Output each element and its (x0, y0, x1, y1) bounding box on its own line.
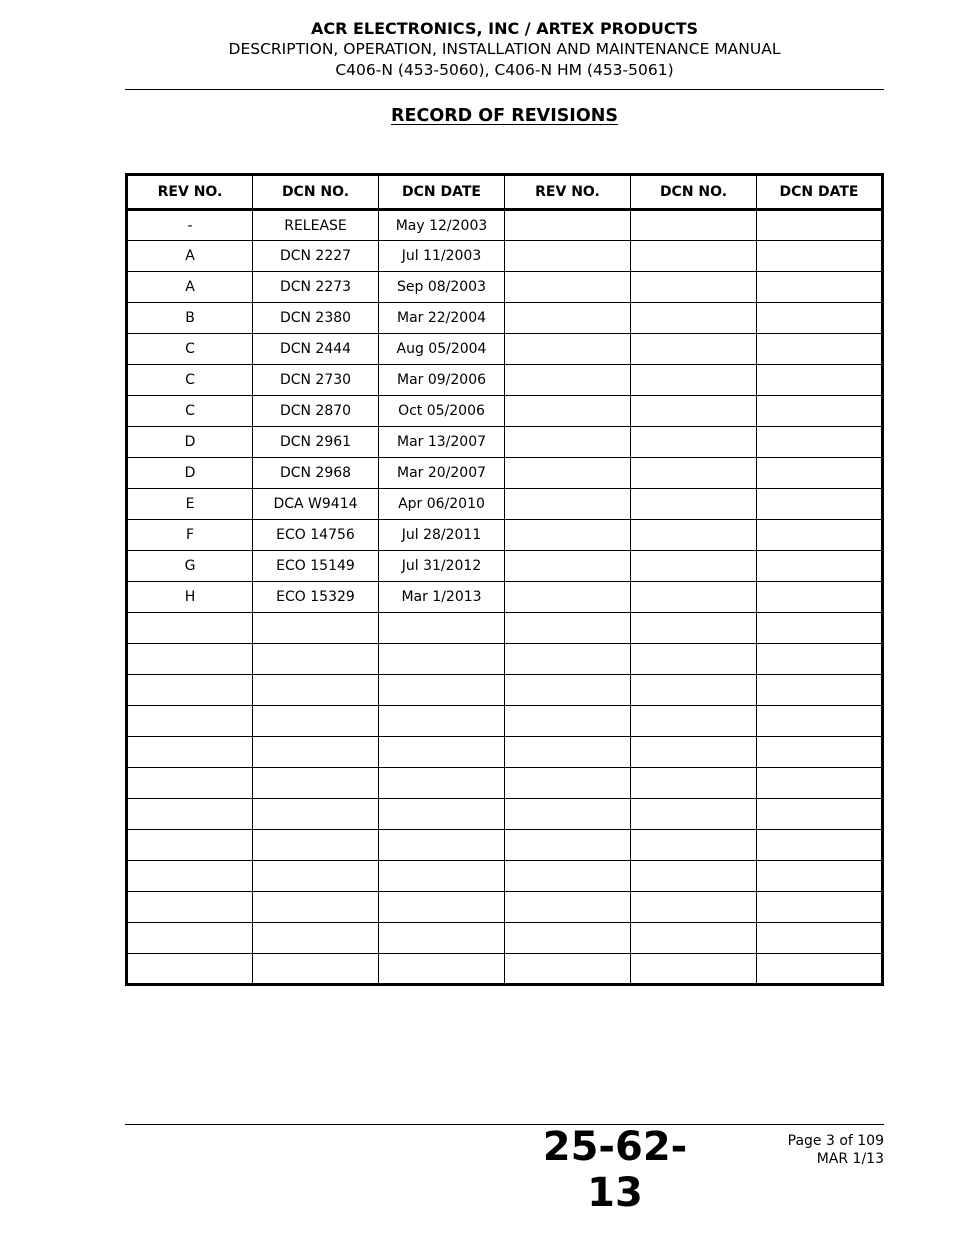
table-cell: D (127, 458, 253, 489)
table-cell (127, 923, 253, 954)
table-cell: Mar 09/2006 (379, 365, 505, 396)
table-cell (757, 520, 883, 551)
table-cell: C (127, 334, 253, 365)
header-divider (125, 89, 884, 90)
table-cell (505, 241, 631, 272)
table-cell: ECO 15329 (253, 582, 379, 613)
table-cell (379, 923, 505, 954)
table-cell: DCN 2227 (253, 241, 379, 272)
table-cell: DCN 2961 (253, 427, 379, 458)
table-cell (757, 737, 883, 768)
table-cell (631, 830, 757, 861)
table-cell (757, 334, 883, 365)
table-cell: DCN 2444 (253, 334, 379, 365)
table-cell (253, 830, 379, 861)
table-cell: C (127, 396, 253, 427)
table-row (127, 303, 883, 334)
table-cell: ECO 15149 (253, 551, 379, 582)
table-cell (505, 551, 631, 582)
table-cell (505, 396, 631, 427)
table-cell (631, 706, 757, 737)
table-row (127, 489, 883, 520)
table-cell (379, 768, 505, 799)
table-cell (253, 799, 379, 830)
column-header: REV NO. (127, 175, 253, 210)
table-cell (631, 675, 757, 706)
table-row (127, 210, 883, 241)
table-cell (379, 613, 505, 644)
table-cell (631, 892, 757, 923)
table-cell: DCN 2273 (253, 272, 379, 303)
table-cell (379, 644, 505, 675)
table-cell (757, 706, 883, 737)
table-cell (757, 241, 883, 272)
table-cell (127, 954, 253, 985)
table-cell (757, 303, 883, 334)
table-cell (505, 830, 631, 861)
table-body (127, 210, 883, 985)
table-cell (379, 675, 505, 706)
table-cell (127, 706, 253, 737)
table-cell: H (127, 582, 253, 613)
table-cell (631, 923, 757, 954)
table-cell (505, 737, 631, 768)
table-cell (631, 334, 757, 365)
page-number: Page 3 of 109 (787, 1133, 884, 1149)
table-cell (505, 365, 631, 396)
table-cell (379, 954, 505, 985)
table-cell (505, 861, 631, 892)
table-cell (253, 675, 379, 706)
table-cell (127, 861, 253, 892)
column-header: DCN DATE (379, 175, 505, 210)
table-cell (757, 954, 883, 985)
table-cell: DCN 2968 (253, 458, 379, 489)
table-cell (253, 768, 379, 799)
table-cell: - (127, 210, 253, 241)
column-header: REV NO. (505, 175, 631, 210)
document-number: 25-62-13 (542, 1124, 688, 1216)
table-cell: May 12/2003 (379, 210, 505, 241)
table-cell (127, 737, 253, 768)
table-cell (379, 830, 505, 861)
table-cell (631, 861, 757, 892)
page-title: RECORD OF REVISIONS (391, 106, 618, 126)
table-row (127, 272, 883, 303)
table-cell (505, 458, 631, 489)
table-cell: Mar 20/2007 (379, 458, 505, 489)
table-cell (631, 241, 757, 272)
table-row (127, 551, 883, 582)
table-cell (631, 365, 757, 396)
column-header: DCN NO. (631, 175, 757, 210)
table-cell (757, 272, 883, 303)
table-row (127, 582, 883, 613)
table-cell (505, 644, 631, 675)
table-cell: Jul 31/2012 (379, 551, 505, 582)
table-row (127, 644, 883, 675)
table-row (127, 923, 883, 954)
table-cell (757, 861, 883, 892)
table-cell: A (127, 272, 253, 303)
table-row (127, 830, 883, 861)
table-cell: Jul 11/2003 (379, 241, 505, 272)
table-cell (505, 892, 631, 923)
table-cell (757, 396, 883, 427)
table-row (127, 706, 883, 737)
table-cell (631, 210, 757, 241)
table-cell: Apr 06/2010 (379, 489, 505, 520)
page-header (125, 19, 884, 81)
table-row (127, 737, 883, 768)
table-cell (379, 737, 505, 768)
table-cell: DCA W9414 (253, 489, 379, 520)
table-cell (757, 675, 883, 706)
table-cell (631, 303, 757, 334)
table-row (127, 768, 883, 799)
table-row (127, 458, 883, 489)
table-cell (631, 520, 757, 551)
table-cell (253, 861, 379, 892)
table-cell (505, 923, 631, 954)
table-cell (631, 458, 757, 489)
table-row (127, 365, 883, 396)
table-cell: D (127, 427, 253, 458)
table-cell (127, 799, 253, 830)
table-cell (631, 427, 757, 458)
table-cell (379, 892, 505, 923)
table-cell (253, 954, 379, 985)
table-cell: DCN 2380 (253, 303, 379, 334)
table-cell: G (127, 551, 253, 582)
table-cell (757, 830, 883, 861)
table-cell (253, 737, 379, 768)
table-cell (631, 551, 757, 582)
table-cell (631, 489, 757, 520)
table-cell: ECO 14756 (253, 520, 379, 551)
table-cell (505, 520, 631, 551)
table-cell (757, 427, 883, 458)
table-cell (757, 458, 883, 489)
column-header: DCN DATE (757, 175, 883, 210)
table-cell (379, 799, 505, 830)
table-cell (631, 737, 757, 768)
table-cell (757, 644, 883, 675)
company-name: ACR ELECTRONICS, INC / ARTEX PRODUCTS (310, 19, 699, 38)
table-header-row (127, 175, 883, 210)
table-cell (505, 303, 631, 334)
table-row (127, 799, 883, 830)
table-cell (757, 551, 883, 582)
table-cell (757, 799, 883, 830)
table-cell (505, 272, 631, 303)
table-cell: Oct 05/2006 (379, 396, 505, 427)
table-cell (631, 954, 757, 985)
table-row (127, 427, 883, 458)
table-cell (505, 706, 631, 737)
table-row (127, 675, 883, 706)
table-cell (127, 613, 253, 644)
table-cell: E (127, 489, 253, 520)
table-row (127, 396, 883, 427)
table-cell (379, 706, 505, 737)
table-cell (631, 396, 757, 427)
model-numbers: C406-N (453-5060), C406-N HM (453-5061) (335, 61, 674, 79)
table-cell: Mar 13/2007 (379, 427, 505, 458)
table-cell (505, 768, 631, 799)
table-cell: B (127, 303, 253, 334)
table-cell (757, 892, 883, 923)
table-cell (505, 210, 631, 241)
page-info (788, 1132, 884, 1168)
table-row (127, 861, 883, 892)
table-row (127, 520, 883, 551)
table-cell (127, 830, 253, 861)
table-cell (757, 582, 883, 613)
table-cell (505, 799, 631, 830)
table-row (127, 241, 883, 272)
table-cell: DCN 2730 (253, 365, 379, 396)
table-cell (631, 799, 757, 830)
table-cell (127, 892, 253, 923)
table-cell (127, 768, 253, 799)
manual-title: DESCRIPTION, OPERATION, INSTALLATION AND MAINTENANCE MANUAL (228, 40, 781, 58)
revision-table (125, 173, 884, 986)
table-cell (505, 582, 631, 613)
table-cell: DCN 2870 (253, 396, 379, 427)
table-cell (631, 613, 757, 644)
table-cell (505, 675, 631, 706)
table-cell (757, 365, 883, 396)
table-cell (127, 675, 253, 706)
table-cell (505, 954, 631, 985)
table-cell (253, 644, 379, 675)
table-cell: A (127, 241, 253, 272)
table-cell (253, 923, 379, 954)
table-cell: Aug 05/2004 (379, 334, 505, 365)
table-cell (631, 644, 757, 675)
footer-divider (125, 1124, 884, 1125)
table-cell: Sep 08/2003 (379, 272, 505, 303)
table-cell (631, 582, 757, 613)
table-cell (253, 706, 379, 737)
table-row (127, 892, 883, 923)
revision-date: MAR 1/13 (816, 1151, 884, 1167)
table-cell (757, 210, 883, 241)
table-cell: C (127, 365, 253, 396)
table-cell (505, 427, 631, 458)
table-cell (253, 613, 379, 644)
table-cell: F (127, 520, 253, 551)
table-cell (757, 768, 883, 799)
table-cell (505, 489, 631, 520)
table-cell (757, 613, 883, 644)
column-header: DCN NO. (253, 175, 379, 210)
table-cell (253, 892, 379, 923)
table-cell: RELEASE (253, 210, 379, 241)
table-cell (757, 489, 883, 520)
table-row (127, 954, 883, 985)
table-row (127, 334, 883, 365)
table-cell (757, 923, 883, 954)
table-row (127, 613, 883, 644)
table-cell (505, 613, 631, 644)
table-cell: Mar 1/2013 (379, 582, 505, 613)
table-cell: Jul 28/2011 (379, 520, 505, 551)
table-cell (631, 768, 757, 799)
table-cell: Mar 22/2004 (379, 303, 505, 334)
table-cell (505, 334, 631, 365)
table-cell (631, 272, 757, 303)
table-cell (127, 644, 253, 675)
table-cell (379, 861, 505, 892)
